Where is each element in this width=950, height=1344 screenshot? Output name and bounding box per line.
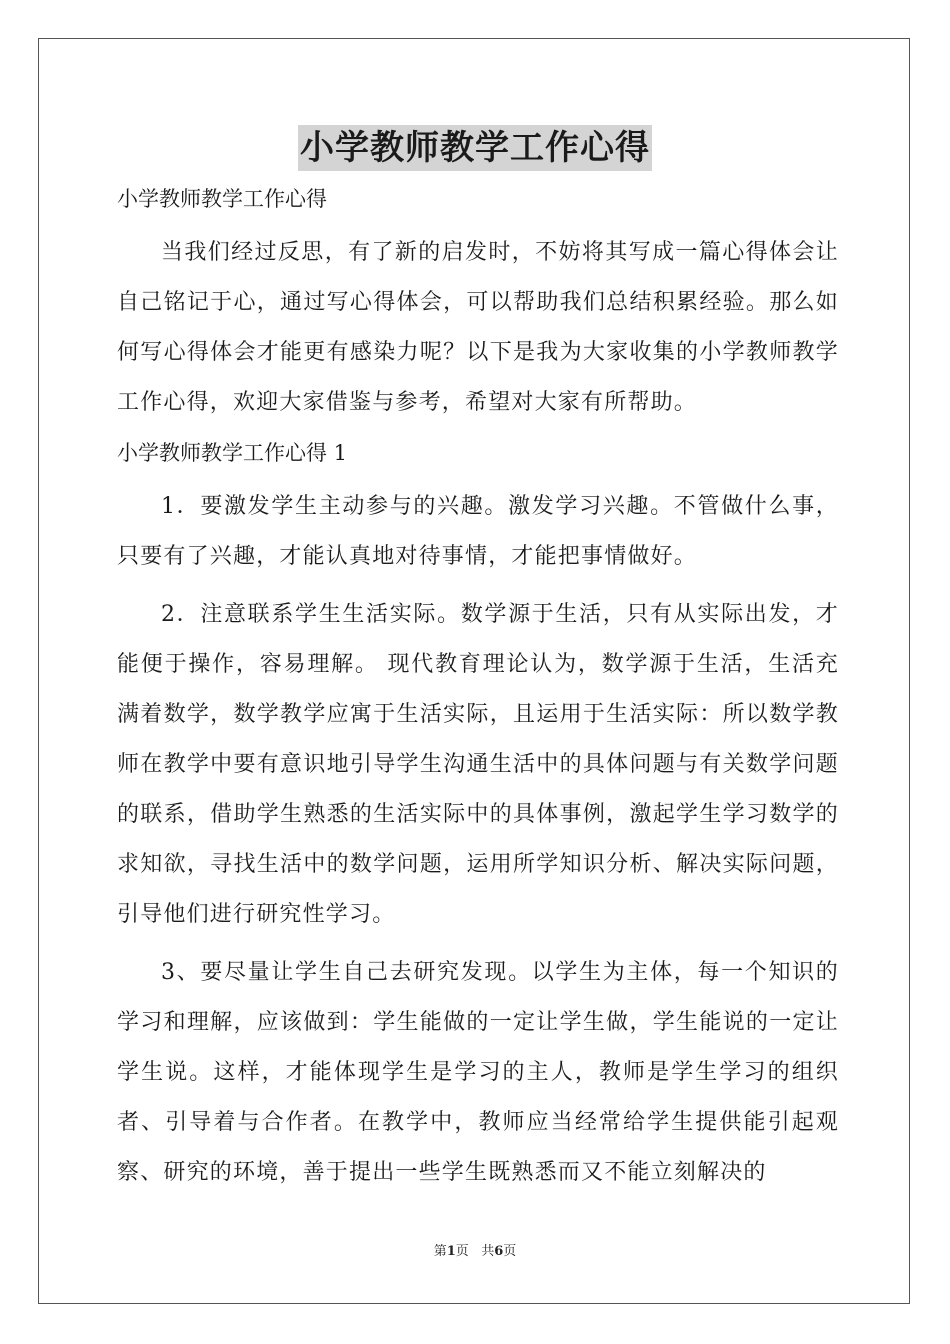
paragraph-3: 3、要尽量让学生自己去研究发现。以学生为主体，每一个知识的学习和理解，应该做到：学生能做的一定让学生做，学生能说的一定让学生说。这样，才能体现学生是学习的主人，教师是学生学习的组织者、引导着与合作者。在教学中，教师应当经常给学生提供能引起观察、研究的环境，善于提出一些学生既熟悉而又不能立刻解决的: [117, 960, 839, 1185]
paragraph-2: 2．注意联系学生生活实际。数学源于生活，只有从实际出发，才能便于操作，容易理解。 现代教育理论认为，数学源于生活，生活充满着数学，数学教学应寓于生活实际，且运用于生活实际：所以数学教师在教学中要有意识地引导学生沟通生活中的具体问题与有关数学问题的联系，借助学生熟悉的生活实际中的具体事例，激起学生学习数学的求知欲，寻找生活中的数学问题，运用所学知识分析、解决实际问题，引导他们进行研究性学习。: [117, 602, 839, 927]
footer-page-suffix: 页: [455, 1244, 469, 1259]
document-title: 小学教师教学工作心得: [298, 125, 652, 171]
page-footer: [0, 1242, 950, 1262]
document-subtitle: 小学教师教学工作心得: [117, 187, 327, 211]
footer-page-total: 6: [494, 1244, 504, 1259]
document-title-block: [0, 124, 950, 172]
footer-page-prefix: 第: [433, 1244, 447, 1259]
document-body: [117, 178, 839, 1198]
footer-total-suffix: 页: [503, 1244, 517, 1259]
intro-paragraph: 当我们经过反思，有了新的启发时，不妨将其写成一篇心得体会让自己铭记于心，通过写心得体会，可以帮助我们总结积累经验。那么如何写心得体会才能更有感染力呢？以下是我为大家收集的小学教师教学工作心得，欢迎大家借鉴与参考，希望对大家有所帮助。: [117, 240, 839, 415]
section-heading: 小学教师教学工作心得 1: [117, 441, 348, 465]
footer-page-current: 1: [446, 1244, 456, 1259]
footer-total-prefix: 共: [481, 1244, 495, 1259]
paragraph-1: 1．要激发学生主动参与的兴趣。激发学习兴趣。不管做什么事，只要有了兴趣，才能认真地对待事情，才能把事情做好。: [117, 494, 839, 569]
